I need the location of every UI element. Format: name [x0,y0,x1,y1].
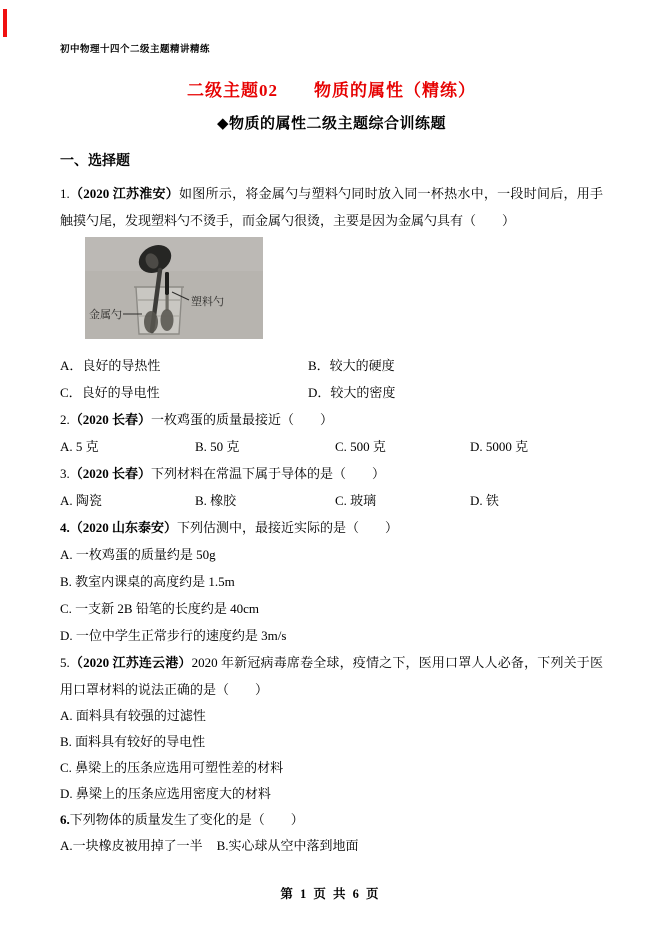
question-stem: 一枚鸡蛋的质量最接近（ ） [151,412,334,427]
question-6 [60,807,603,833]
option-a: A.一块橡皮被用掉了一半 [60,838,203,853]
question-5-option-a: A. 面料具有较强的过滤性 [60,708,206,723]
question-5-option-c: C. 鼻梁上的压条应选用可塑性差的材料 [60,760,284,775]
option-d: D. 5000 克 [470,439,529,454]
question-1-figure [85,237,603,339]
option-d: D．较大的密度 [308,385,396,400]
question-number: 3. [60,466,70,481]
question-1 [60,180,603,234]
question-6-options [60,833,603,859]
question-1-options-row-1 [60,352,603,379]
page-content [60,0,603,859]
question-number: 6. [60,812,70,827]
question-4-option-d: D. 一位中学生正常步行的速度约是 3m/s [60,628,287,643]
question-source: （2020 江苏连云港） [69,655,192,670]
question-4-option-b: B. 教室内课桌的高度约是 1.5m [60,574,235,589]
option-b: B. 橡胶 [195,493,237,508]
question-1-options-row-2 [60,379,603,406]
question-stem: 下列材料在常温下属于导体的是（ ） [151,466,386,481]
question-2 [60,406,603,433]
option-c: C. 500 克 [335,439,386,454]
page-title: 二级主题02 物质的属性（精练） [187,81,476,100]
question-5-option-d: D. 鼻梁上的压条应选用密度大的材料 [60,786,271,801]
label-plastic-spoon: 塑料勺 [191,296,224,308]
question-number: 2. [60,412,70,427]
option-a: A. 5 克 [60,439,99,454]
question-3-options [60,487,603,514]
revision-mark [3,9,7,37]
option-c: C. 玻璃 [335,493,377,508]
question-4-option-c: C. 一支新 2B 铅笔的长度约是 40cm [60,601,259,616]
option-b: B.实心球从空中落到地面 [216,838,359,853]
question-5-option-b: B. 面料具有较好的导电性 [60,734,206,749]
label-metal-spoon: 金属勺 [89,309,122,321]
question-source: （2020 长春） [69,412,152,427]
page-subtitle: ◆物质的属性二级主题综合训练题 [216,116,447,132]
question-source: （2020 长春） [69,466,152,481]
question-4 [60,514,603,541]
question-number: 4. [60,520,70,535]
question-stem: 2020 年新冠病毒席卷全球，疫情之下，医用口罩人人必备，下列关于医用口罩材料的说法正确的是（ ） [60,655,603,697]
question-stem: 下列估测中，最接近实际的是（ ） [177,520,399,535]
option-c: C．良好的导电性 [60,385,160,400]
option-d: D. 铁 [470,493,499,508]
option-b: B. 50 克 [195,439,240,454]
question-stem: 如图所示，将金属勺与塑料勺同时放入同一杯热水中，一段时间后，用手触摸勺尾，发现塑料勺不烫手，而金属勺很烫，主要是因为金属勺具有（ ） [60,186,603,228]
option-b: B．较大的硬度 [308,358,395,373]
photo-light-area [85,237,263,271]
question-3 [60,460,603,487]
option-a: A．良好的导热性 [60,358,161,373]
question-source: （2020 山东泰安） [69,520,178,535]
section-heading-choice: 一、选择题 [60,154,130,169]
question-source: （2020 江苏淮安） [69,186,180,201]
option-a: A. 陶瓷 [60,493,102,508]
header-note: 初中物理十四个二级主题精讲精练 [60,45,211,55]
question-number: 1. [60,186,70,201]
question-5 [60,649,603,703]
spoons-in-beaker-photo [85,237,263,339]
page-footer: 第 1 页 共 6 页 [280,887,381,901]
question-stem: 下列物体的质量发生了变化的是（ ） [69,812,304,827]
question-number: 5. [60,655,70,670]
question-2-options [60,433,603,460]
question-4-option-a: A. 一枚鸡蛋的质量约是 50g [60,547,216,562]
